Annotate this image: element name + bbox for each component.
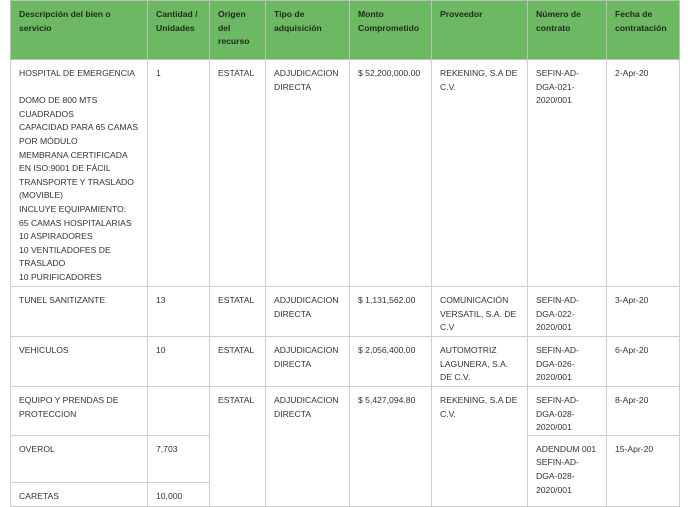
cell-contrato: ADENDUM 001 SEFIN-AD-DGA-028-2020/001	[528, 435, 607, 506]
cell-cantidad	[148, 387, 210, 436]
header-origen: Origen del recurso	[210, 1, 266, 60]
header-contrato: Número de contrato	[528, 1, 607, 60]
cell-proveedor: REKENING, S.A DE C.V.	[432, 387, 528, 507]
cell-origen: ESTATAL	[210, 387, 266, 507]
cell-descripcion: VEHICULOS	[11, 337, 148, 387]
contracts-table-container	[10, 0, 680, 507]
cell-fecha: 8-Apr-20	[607, 387, 680, 436]
cell-fecha: 15-Apr-20	[607, 435, 680, 506]
table-row	[11, 60, 680, 287]
cell-monto: $ 1,131,562.00	[350, 287, 432, 337]
cell-descripcion: TUNEL SANITIZANTE	[11, 287, 148, 337]
cell-contrato: SEFIN-AD-DGA-021-2020/001	[528, 60, 607, 287]
cell-descripcion: HOSPITAL DE EMERGENCIA DOMO DE 800 MTS CUADRADOS CAPACIDAD PARA 65 CAMAS POR MÓDULO MEMBRANA CERTIFICADA EN ISO:9001 DE FÁCIL TRANSPORTE Y TRASLADO (MOVIBLE) INCLUYE EQUIPAMIENTO: 65 CAMAS HOSPITALARIAS 10 ASPIRADORES 10 VENTILADOFES DE TRASLADO 10 PURIFICADORES	[11, 60, 148, 287]
table-row	[11, 287, 680, 337]
cell-monto: $ 5,427,094.80	[350, 387, 432, 507]
cell-fecha: 6-Apr-20	[607, 337, 680, 387]
cell-cantidad: 7,703	[148, 435, 210, 482]
contracts-table	[10, 0, 680, 507]
cell-contrato: SEFIN-AD-DGA-028-2020/001	[528, 387, 607, 436]
cell-proveedor: AUTOMOTRIZ LAGUNERA, S.A. DE C.V.	[432, 337, 528, 387]
header-monto: Monto Comprometido	[350, 1, 432, 60]
table-row	[11, 387, 680, 436]
header-fecha: Fecha de contratación	[607, 1, 680, 60]
cell-tipo: ADJUDICACION DIRECTA	[266, 337, 350, 387]
cell-origen: ESTATAL	[210, 60, 266, 287]
header-tipo: Tipo de adquisición	[266, 1, 350, 60]
cell-origen: ESTATAL	[210, 287, 266, 337]
table-row	[11, 337, 680, 387]
cell-fecha: 2-Apr-20	[607, 60, 680, 287]
cell-tipo: ADJUDICACION DIRECTA	[266, 60, 350, 287]
cell-tipo: ADJUDICACION DIRECTA	[266, 287, 350, 337]
header-cantidad: Cantidad / Unidades	[148, 1, 210, 60]
cell-contrato: SEFIN-AD-DGA-026-2020/001	[528, 337, 607, 387]
cell-monto: $ 52,200,000.00	[350, 60, 432, 287]
cell-contrato: SEFIN-AD-DGA-022-2020/001	[528, 287, 607, 337]
header-row	[11, 1, 680, 60]
cell-cantidad: 10,000	[148, 482, 210, 506]
cell-descripcion: OVEROL	[11, 435, 148, 482]
cell-tipo: ADJUDICACION DIRECTA	[266, 387, 350, 507]
cell-descripcion: CARETAS	[11, 482, 148, 506]
cell-fecha: 3-Apr-20	[607, 287, 680, 337]
cell-cantidad: 10	[148, 337, 210, 387]
header-proveedor: Proveedor	[432, 1, 528, 60]
cell-monto: $ 2,056,400.00	[350, 337, 432, 387]
cell-cantidad: 1	[148, 60, 210, 287]
cell-cantidad: 13	[148, 287, 210, 337]
cell-proveedor: COMUNICACIÓN VERSATIL, S.A. DE C.V	[432, 287, 528, 337]
cell-origen: ESTATAL	[210, 337, 266, 387]
cell-proveedor: REKENING, S.A DE C.V.	[432, 60, 528, 287]
cell-descripcion: EQUIPO Y PRENDAS DE PROTECCION	[11, 387, 148, 436]
header-descripcion: Descripción del bien o servicio	[11, 1, 148, 60]
